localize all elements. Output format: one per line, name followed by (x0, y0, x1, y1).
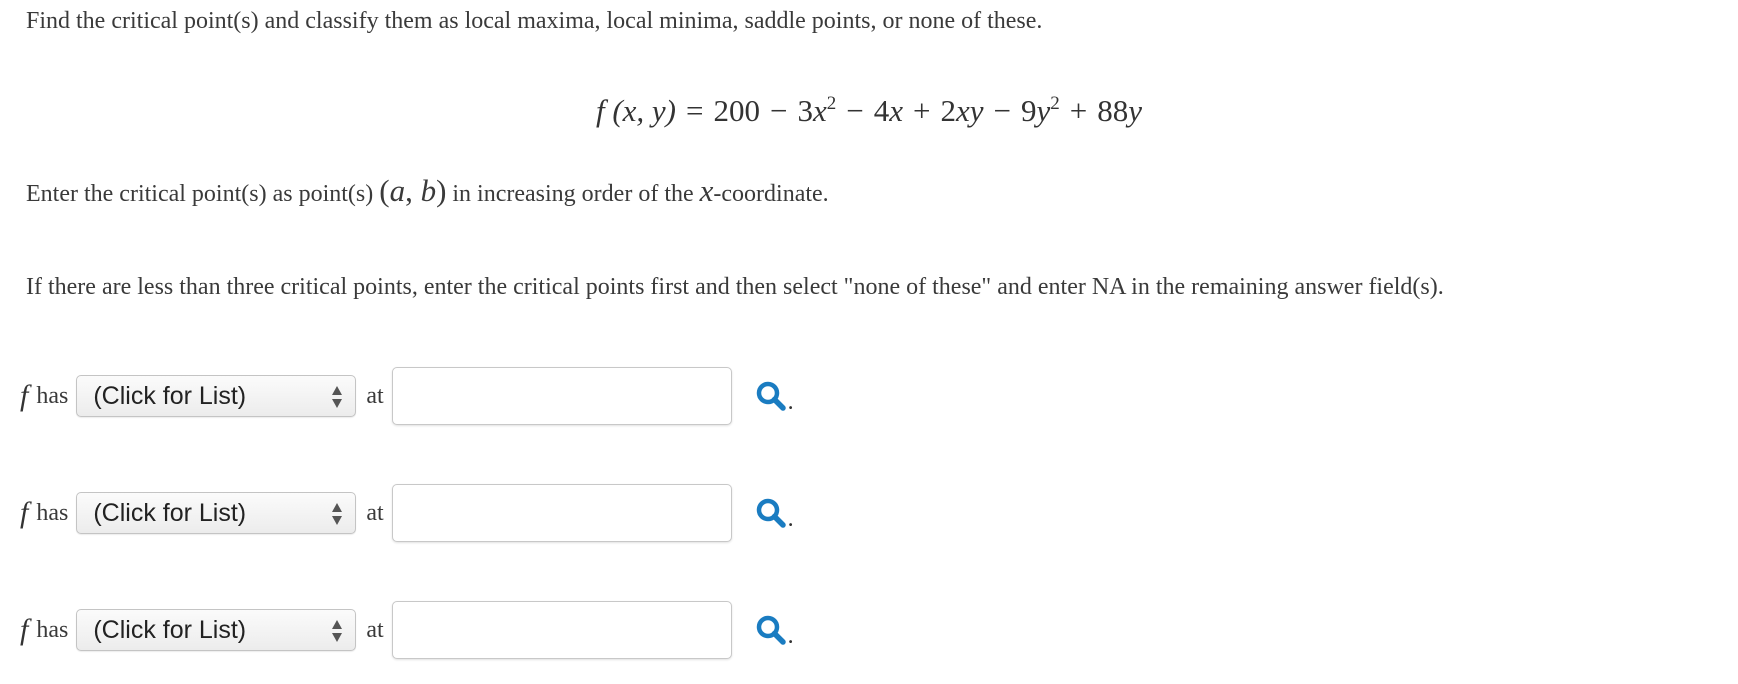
at-label: at (366, 499, 384, 526)
instruction-order (26, 173, 829, 209)
f-label: f (20, 379, 29, 412)
formula-args: (x, y) (604, 93, 677, 128)
formula-coef: 2 (940, 93, 956, 128)
instruction-classify: Find the critical point(s) and classify them as local maxima, local minima, saddle points, or none of these. (26, 8, 1043, 34)
formula-var: y (1128, 93, 1143, 128)
select-value: (Click for List) (93, 498, 247, 527)
magnifier-icon[interactable] (754, 496, 788, 530)
has-label: has (36, 616, 69, 643)
has-label: has (36, 382, 69, 409)
classification-select-2[interactable] (76, 492, 356, 534)
formula-equals: = (686, 93, 704, 128)
point-paren-close: ) (436, 173, 447, 208)
formula-minus: − (993, 93, 1011, 128)
point-b: b (420, 173, 437, 208)
formula-var: xy (955, 93, 984, 128)
magnifier-icon[interactable] (754, 613, 788, 647)
select-value: (Click for List) (93, 615, 247, 644)
point-paren-open: ( (379, 173, 390, 208)
critical-point-input-2[interactable] (392, 484, 732, 542)
updown-arrows-icon (331, 385, 343, 409)
formula-minus: − (770, 93, 788, 128)
at-label: at (366, 382, 384, 409)
classification-select-3[interactable] (76, 609, 356, 651)
instruction-order-text: in increasing order of the (446, 181, 700, 207)
formula-plus: + (1069, 93, 1088, 128)
period: . (787, 622, 794, 649)
instruction-order-text: -coordinate. (713, 181, 829, 207)
answer-row-3 (20, 600, 794, 660)
x-variable: x (699, 173, 714, 208)
formula-exponent: 2 (1050, 93, 1060, 114)
formula-coef: 9 (1021, 93, 1037, 128)
formula-f: f (595, 93, 605, 128)
formula-coef: 88 (1097, 93, 1129, 128)
updown-arrows-icon (331, 619, 343, 643)
formula-coef: 3 (797, 93, 813, 128)
select-value: (Click for List) (93, 381, 247, 410)
f-label: f (20, 613, 29, 646)
has-label: has (36, 499, 69, 526)
formula-var: x (889, 93, 903, 128)
updown-arrows-icon (331, 502, 343, 526)
f-label: f (20, 496, 29, 529)
function-formula (0, 92, 1738, 130)
formula-var: x (812, 93, 827, 128)
answer-row-1 (20, 366, 794, 426)
period: . (787, 388, 794, 415)
period: . (787, 505, 794, 532)
formula-minus: − (846, 93, 864, 128)
at-label: at (366, 616, 384, 643)
formula-var: y (1036, 93, 1051, 128)
formula-plus: + (913, 93, 931, 128)
formula-coef: 4 (873, 93, 890, 128)
point-comma: , (405, 173, 421, 208)
critical-point-input-1[interactable] (392, 367, 732, 425)
instruction-order-text: Enter the critical point(s) as point(s) (26, 181, 380, 207)
classification-select-1[interactable] (76, 375, 356, 417)
formula-exponent: 2 (826, 93, 837, 114)
formula-term-constant: 200 (713, 93, 760, 128)
critical-point-input-3[interactable] (392, 601, 732, 659)
point-a: a (389, 173, 406, 208)
instruction-remaining: If there are less than three critical points, enter the critical points first and then select "none of these" and enter NA in the remaining answer field(s). (26, 274, 1444, 300)
answer-row-2 (20, 483, 794, 543)
magnifier-icon[interactable] (754, 379, 788, 413)
